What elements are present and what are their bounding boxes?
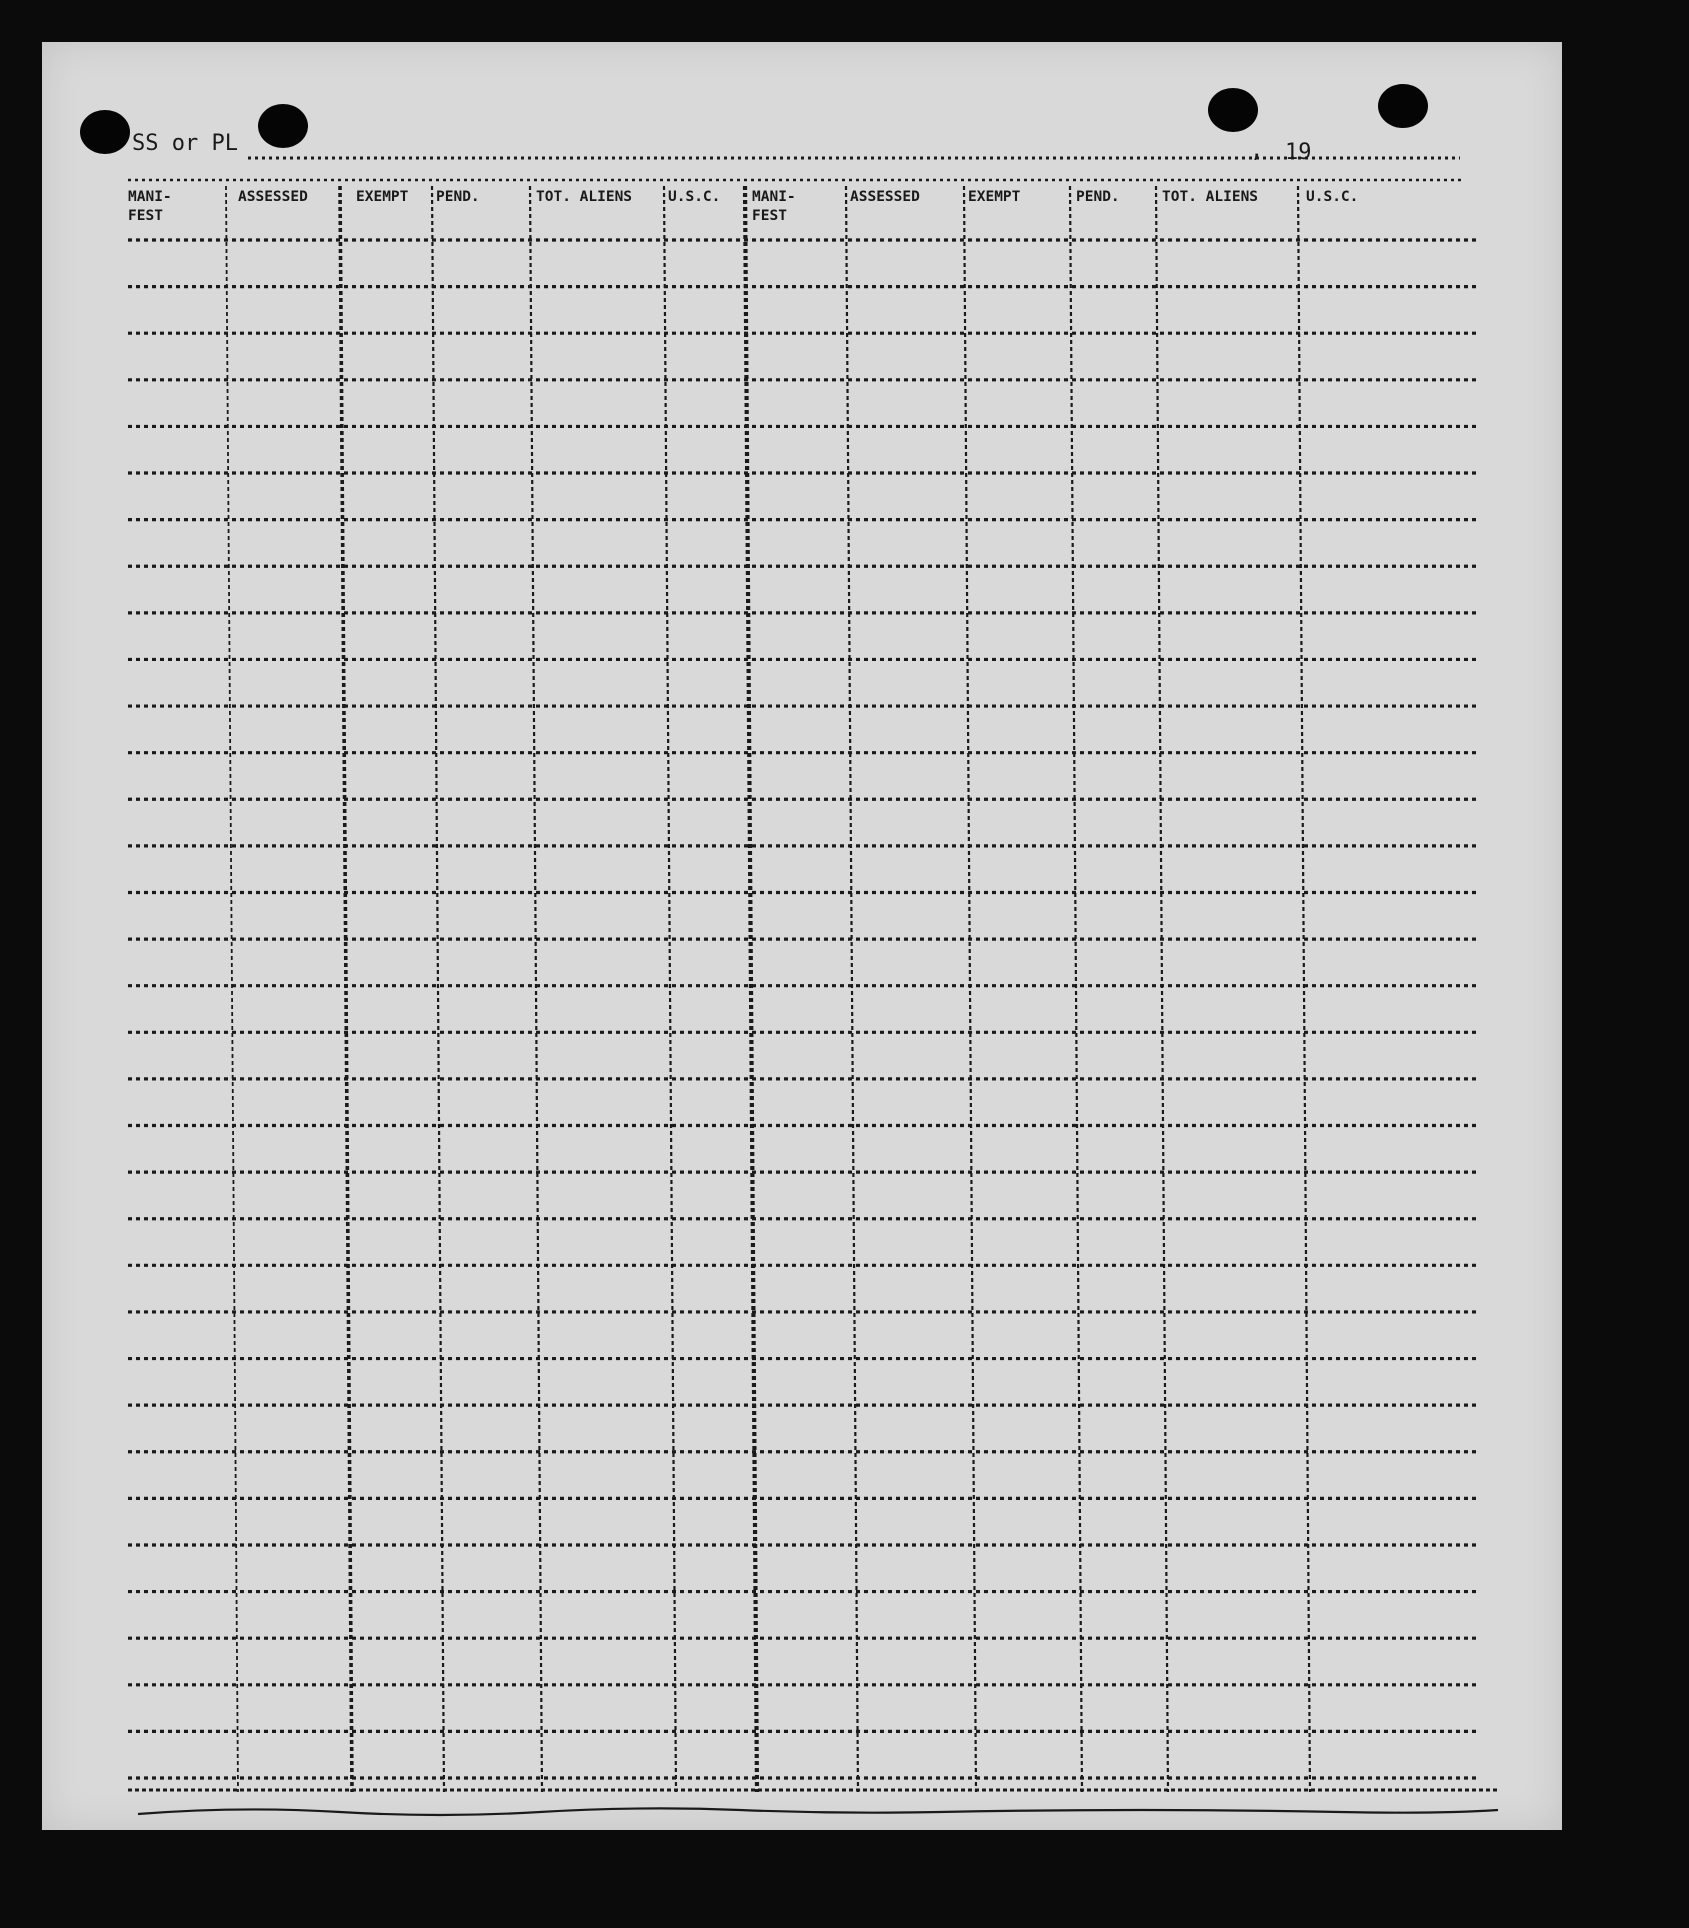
col-head-right-assessed-line1: ASSESSED [850,189,920,205]
grid-bottom-wave-line [138,1808,1498,1815]
col-head-right-manifest-line1: MANI- [752,189,796,205]
grid-row-lines [128,158,1498,1815]
col-head-left-pend-line1: PEND. [436,189,480,205]
col-head-left-exempt-line1: EXEMPT [356,189,409,205]
col-head-left-usc-line1: U.S.C. [668,189,721,205]
vessel-label: SS or PL [132,131,238,156]
col-head-left-tot-aliens-line1: TOT. ALIENS [536,189,633,205]
date-separator: , [1250,138,1264,163]
col-head-right-pend-line1: PEND. [1076,189,1120,205]
col-head-left-assessed-line1: ASSESSED [238,189,308,205]
col-head-right-manifest-line2: FEST [752,208,787,224]
col-head-right-usc-line1: U.S.C. [1306,189,1359,205]
year-prefix: 19 [1285,140,1312,165]
col-head-left-manifest-line1: MANI- [128,189,172,205]
col-head-left-manifest-line2: FEST [128,208,163,224]
col-head-right-tot-aliens-line1: TOT. ALIENS [1162,189,1259,205]
col-head-right-exempt-line1: EXEMPT [968,189,1021,205]
